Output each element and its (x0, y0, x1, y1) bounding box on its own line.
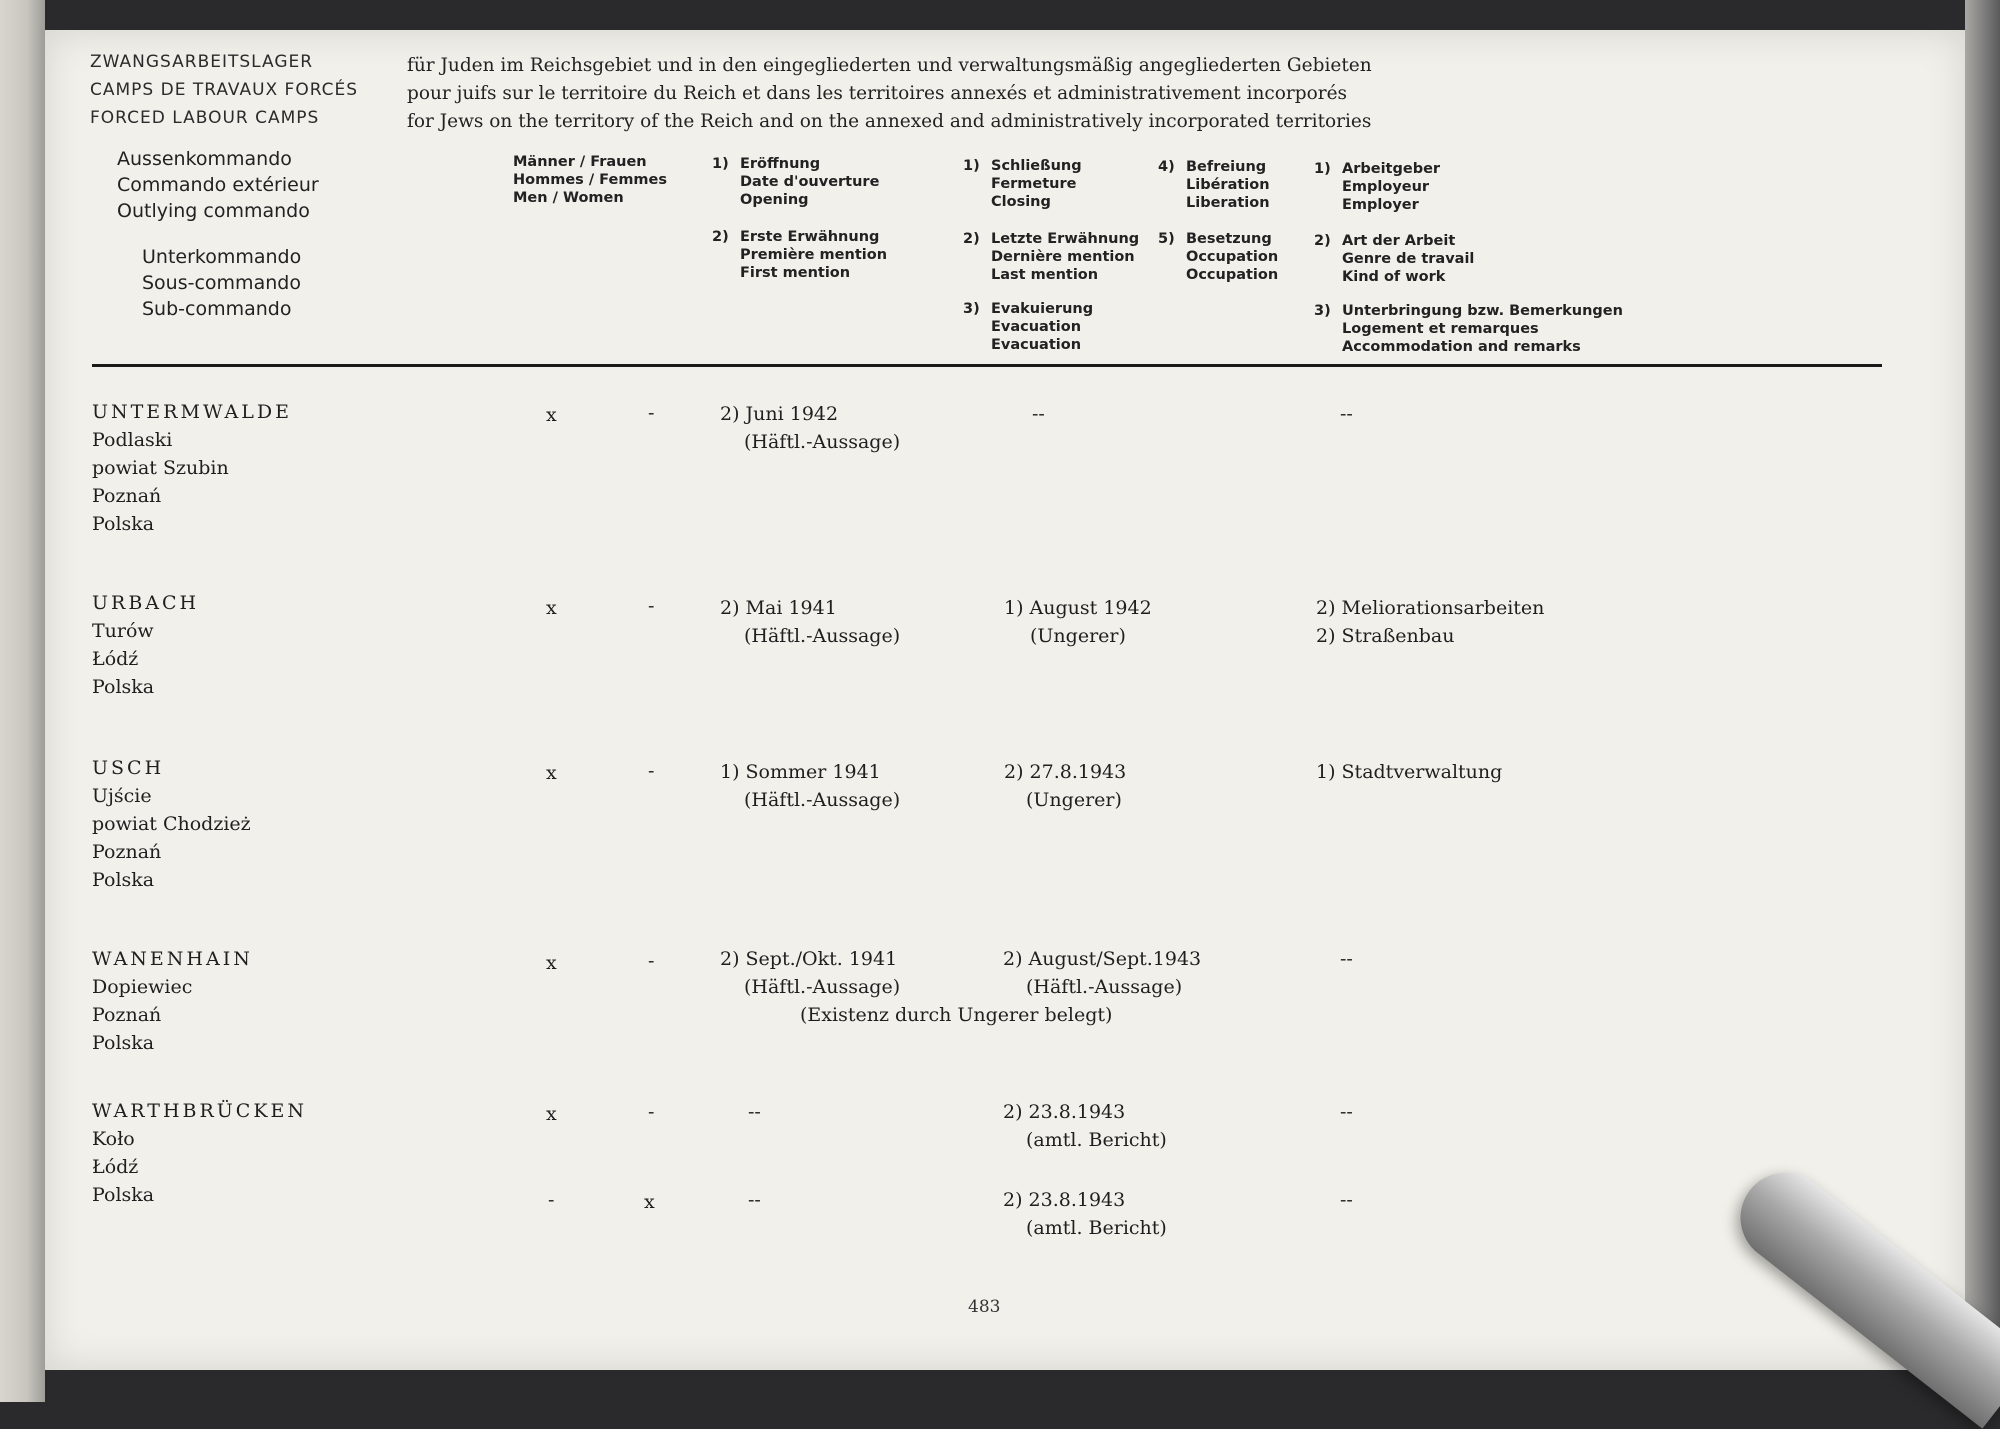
women-mark: - (648, 1101, 655, 1123)
col-num: 2) (712, 229, 729, 245)
col-liberation (1158, 158, 1270, 212)
unter-de: Unterkommando (142, 246, 302, 268)
camp-name: URBACH (92, 592, 200, 614)
col-text: Liberation (1186, 195, 1270, 211)
men-mark: x (546, 404, 557, 426)
opening-source: (Häftl.-Aussage) (744, 789, 901, 811)
col-gender-fr: Hommes / Femmes (513, 172, 668, 188)
col-text: Befreiung (1186, 159, 1267, 175)
col-opening (712, 155, 879, 209)
opening-value: -- (748, 1101, 761, 1123)
closing-value: 2) 23.8.1943 (1003, 1101, 1126, 1123)
closing-source: (amtl. Bericht) (1026, 1129, 1167, 1151)
col-kind-of-work (1314, 232, 1474, 286)
col-num: 4) (1158, 159, 1175, 175)
location-line: Turów (92, 620, 154, 642)
aussen-en: Outlying commando (117, 200, 310, 222)
closing-source: (Häftl.-Aussage) (1026, 976, 1183, 998)
col-text: Schließung (991, 158, 1082, 174)
opening-value: 2) Mai 1941 (720, 597, 837, 619)
col-text: Fermeture (991, 176, 1077, 192)
col-text: Evacuation (991, 337, 1082, 353)
col-text: Occupation (1186, 249, 1279, 265)
col-num: 3) (1314, 303, 1331, 319)
col-num: 2) (1314, 233, 1331, 249)
col-text: First mention (740, 265, 851, 281)
header-rule (92, 364, 1882, 367)
aussenkommando-label (117, 146, 319, 224)
location-line: Poznań (92, 841, 162, 863)
camp-type-fr: CAMPS DE TRAVAUX FORCÉS (90, 80, 359, 100)
col-text: Employeur (1342, 179, 1430, 195)
col-num: 1) (712, 156, 729, 172)
col-gender (513, 153, 667, 207)
work-value: 2) Meliorationsarbeiten (1316, 597, 1545, 619)
closing-value: 2) August/Sept.1943 (1003, 948, 1202, 970)
opening-source: (Häftl.-Aussage) (744, 431, 901, 453)
location-line: Łódź (92, 1156, 139, 1178)
men-mark: - (548, 1189, 555, 1211)
men-mark: x (546, 1103, 557, 1125)
intro-text (407, 52, 1372, 136)
camp-type-label (90, 48, 358, 132)
col-gender-de: Männer / Frauen (513, 154, 647, 170)
col-text: Opening (740, 192, 809, 208)
col-num: 3) (963, 301, 980, 317)
col-gender-en: Men / Women (513, 190, 624, 206)
intro-en: for Jews on the territory of the Reich and on the annexed and administratively incorporated territories (407, 111, 1372, 132)
location-line: Podlaski (92, 429, 173, 451)
camp-name: WANENHAIN (92, 948, 253, 970)
col-text: Dernière mention (991, 249, 1135, 265)
location-line: Polska (92, 513, 155, 535)
col-text: Kind of work (1342, 269, 1446, 285)
location-line: Polska (92, 676, 155, 698)
camp-type-de: ZWANGSARBEITSLAGER (90, 52, 314, 72)
aussen-fr: Commando extérieur (117, 174, 319, 196)
col-text: Accommodation and remarks (1342, 339, 1581, 355)
location-line: Polska (92, 1184, 155, 1206)
col-text: Logement et remarques (1342, 321, 1539, 337)
work-value: 1) Stadtverwaltung (1316, 761, 1503, 783)
location-line: Poznań (92, 1004, 162, 1026)
col-text: Libération (1186, 177, 1270, 193)
col-text: Last mention (991, 267, 1099, 283)
col-num: 2) (963, 231, 980, 247)
location-line: powiat Szubin (92, 457, 229, 479)
existence-note: (Existenz durch Ungerer belegt) (800, 1004, 1113, 1026)
book-spine (0, 0, 45, 1402)
col-closing (963, 157, 1082, 211)
location-line: Polska (92, 1032, 155, 1054)
work-value: 2) Straßenbau (1316, 625, 1455, 647)
col-text: Art der Arbeit (1342, 233, 1456, 249)
closing-source: (Ungerer) (1030, 625, 1126, 647)
opening-value: 2) Sept./Okt. 1941 (720, 948, 898, 970)
col-text: Occupation (1186, 267, 1279, 283)
closing-value: 1) August 1942 (1004, 597, 1152, 619)
col-text: Letzte Erwähnung (991, 231, 1140, 247)
page-edge (1965, 0, 2000, 1402)
women-mark: - (648, 760, 655, 782)
col-text: Erste Erwähnung (740, 229, 880, 245)
unter-en: Sub-commando (142, 298, 292, 320)
opening-value: -- (748, 1189, 761, 1211)
opening-value: 1) Sommer 1941 (720, 761, 881, 783)
closing-source: (amtl. Bericht) (1026, 1217, 1167, 1239)
work-value: -- (1340, 948, 1353, 970)
col-text: Première mention (740, 247, 888, 263)
women-mark: - (648, 595, 655, 617)
location-line: powiat Chodzież (92, 813, 251, 835)
location-line: Dopiewiec (92, 976, 193, 998)
camp-name: WARTHBRÜCKEN (92, 1100, 308, 1122)
location-line: Poznań (92, 485, 162, 507)
closing-value: 2) 23.8.1943 (1003, 1189, 1126, 1211)
location-line: Koło (92, 1128, 135, 1150)
women-mark: - (648, 950, 655, 972)
closing-value: -- (1032, 403, 1045, 425)
col-last-mention (963, 230, 1139, 284)
work-value: -- (1340, 1189, 1353, 1211)
unterkommando-label (142, 244, 301, 322)
intro-de: für Juden im Reichsgebiet und in den eingegliederten und verwaltungsmäßig angegliederten Gebieten (407, 55, 1372, 76)
intro-fr: pour juifs sur le territoire du Reich et dans les territoires annexés et administrativement incorporés (407, 83, 1348, 104)
col-text: Genre de travail (1342, 251, 1475, 267)
col-accommodation (1314, 302, 1623, 356)
men-mark: x (546, 597, 557, 619)
aussen-de: Aussenkommando (117, 148, 292, 170)
col-text: Arbeitgeber (1342, 161, 1441, 177)
men-mark: x (546, 952, 557, 974)
opening-value: 2) Juni 1942 (720, 403, 839, 425)
col-text: Eröffnung (740, 156, 821, 172)
col-text: Unterbringung bzw. Bemerkungen (1342, 303, 1623, 319)
col-num: 5) (1158, 231, 1175, 247)
col-occupation (1158, 230, 1278, 284)
work-value: -- (1340, 403, 1353, 425)
location-line: Ujście (92, 785, 152, 807)
col-num: 1) (1314, 161, 1331, 177)
location-line: Polska (92, 869, 155, 891)
camp-name: UNTERMWALDE (92, 401, 292, 423)
opening-source: (Häftl.-Aussage) (744, 976, 901, 998)
page-number: 483 (968, 1297, 1001, 1317)
col-text: Closing (991, 194, 1051, 210)
col-employer (1314, 160, 1440, 214)
women-mark: - (648, 402, 655, 424)
col-text: Besetzung (1186, 231, 1272, 247)
col-text: Evacuation (991, 319, 1082, 335)
opening-source: (Häftl.-Aussage) (744, 625, 901, 647)
camp-type-en: FORCED LABOUR CAMPS (90, 108, 320, 128)
men-mark: x (546, 762, 557, 784)
work-value: -- (1340, 1101, 1353, 1123)
col-text: Date d'ouverture (740, 174, 880, 190)
camp-name: USCH (92, 757, 165, 779)
unter-fr: Sous-commando (142, 272, 301, 294)
col-text: Employer (1342, 197, 1419, 213)
col-evacuation (963, 300, 1093, 354)
col-first-mention (712, 228, 887, 282)
closing-value: 2) 27.8.1943 (1004, 761, 1127, 783)
closing-source: (Ungerer) (1026, 789, 1122, 811)
location-line: Łódź (92, 648, 139, 670)
women-mark: x (644, 1191, 655, 1213)
col-text: Evakuierung (991, 301, 1094, 317)
col-num: 1) (963, 158, 980, 174)
